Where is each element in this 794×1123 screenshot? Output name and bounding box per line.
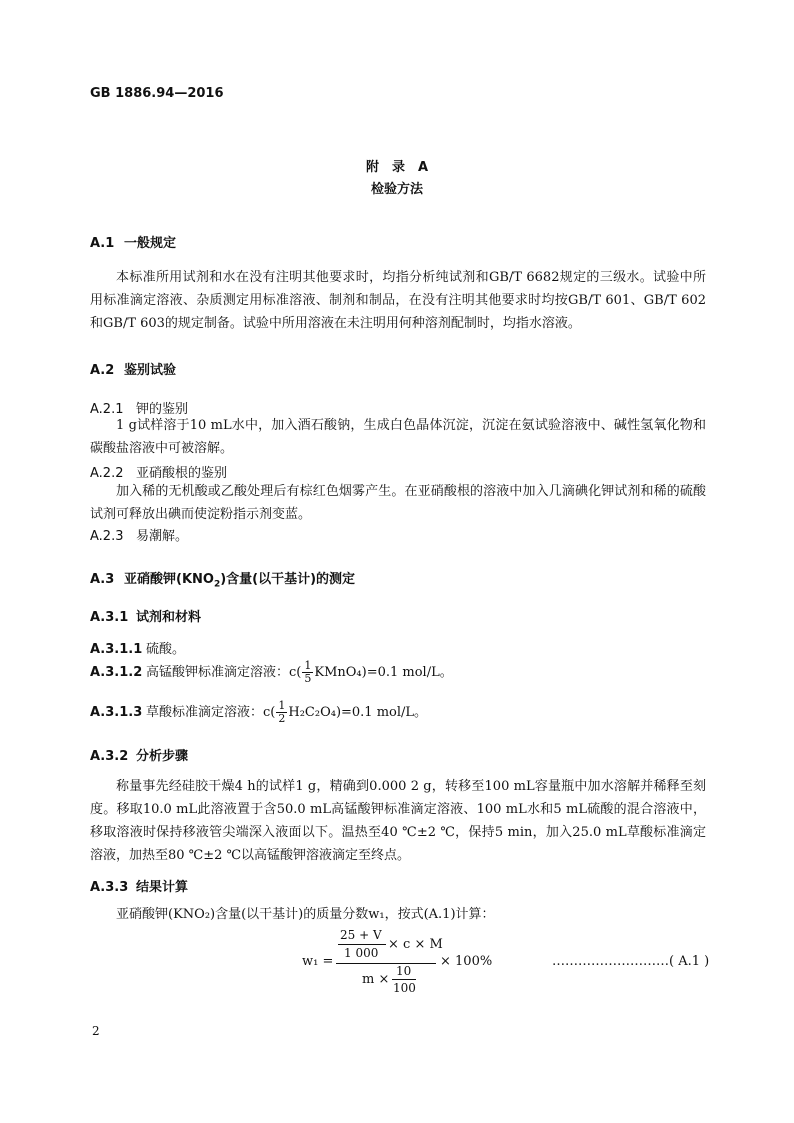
page-number: 2	[92, 1024, 100, 1038]
section-number: A.3.1.2	[90, 665, 143, 680]
section-a31-heading	[90, 606, 201, 625]
section-number: A.2.1	[90, 402, 124, 417]
section-a1-text: 本标准所用试剂和水在没有注明其他要求时，均指分析纯试剂和GB/T 6682规定的三级水。试验中所用标准滴定溶液、杂质测定用标准溶液、制剂和制品，在没有注明其他要求时均按GB/T 601、GB/T 602和GB/T 603的规定制备。试验中所用溶液在未注明用何种溶剂配制时，均指水溶液。	[90, 270, 706, 331]
formula-den-numerator: 10	[396, 964, 412, 978]
section-a311	[90, 638, 185, 657]
title-subscript: 2	[213, 579, 221, 590]
chemical-formula: KMnO₄	[314, 665, 362, 680]
formula-den-m: m ×	[362, 972, 390, 987]
section-number: A.3	[90, 572, 115, 587]
title-part: 亚硝酸钾(KNO	[124, 572, 214, 587]
section-title: 鉴别试验	[124, 363, 177, 378]
section-a21-text: 1 g试样溶于10 mL水中，加入酒石酸钠，生成白色晶体沉淀，沉淀在氨试验溶液中、碱性氢氧化物和碳酸盐溶液中可被溶解。	[90, 418, 706, 456]
section-number: A.3.3	[90, 880, 129, 895]
section-title: 一般规定	[124, 236, 177, 251]
section-number: A.2	[90, 363, 115, 378]
section-a3-heading	[90, 568, 355, 590]
section-number: A.2.2	[90, 466, 124, 481]
inner-fraction-bar	[338, 944, 386, 945]
formula-den-denominator: 100	[393, 981, 416, 995]
section-title: 试剂和材料	[136, 610, 202, 625]
section-a23	[90, 525, 188, 544]
section-title: 结果计算	[136, 880, 189, 895]
formula-percent: × 100%	[440, 954, 493, 969]
formula-inner-numerator: 25 + V	[340, 928, 382, 942]
formula-prefix: 高锰酸钾标准滴定溶液：c(	[146, 665, 302, 680]
formula-suffix: )=0.1 mol/L。	[361, 665, 453, 680]
section-text: 硫酸。	[146, 642, 186, 657]
section-a22-text: 加入稀的无机酸或乙酸处理后有棕红色烟雾产生。在亚硝酸根的溶液中加入几滴碘化钾试剂和稀的硫酸试剂可释放出碘而使淀粉指示剂变蓝。	[90, 484, 706, 522]
main-fraction-bar	[336, 963, 436, 964]
section-number: A.3.2	[90, 749, 129, 764]
appendix-subtitle: 检验方法	[370, 182, 423, 197]
section-text: 易潮解。	[136, 529, 189, 544]
section-a2-heading	[90, 359, 176, 378]
section-a32-heading	[90, 745, 188, 764]
section-a32-text: 称量事先经硅胶干燥4 h的试样1 g，精确到0.000 2 g，转移至100 mL容量瓶中加水溶解并稀释至刻度。移取10.0 mL此溶液置于含50.0 mL高锰酸钾标准滴定溶液、100 mL水和5 mL硫酸的混合溶液中，移取溶液时保持移液管尖端深入液面以下。温热至40 ℃±2 ℃，保持5 min，加入25.0 mL草酸标准滴定溶液，加热至80 ℃±2 ℃以高锰酸钾溶液滴定至终点。	[90, 779, 706, 863]
formula-times-cm: × c × M	[388, 937, 443, 952]
formula-lhs: w₁ =	[302, 954, 334, 969]
formula-label: ………………………( A.1 )	[552, 954, 710, 969]
chemical-formula: H₂C₂O₄	[288, 705, 336, 720]
section-number: A.3.1.3	[90, 705, 143, 720]
den-fraction-bar	[392, 979, 416, 980]
section-a33-heading	[90, 876, 188, 895]
formula-prefix: 草酸标准滴定溶液：c(	[146, 705, 276, 720]
section-a313	[90, 700, 427, 725]
section-title: 亚硝酸根的鉴别	[136, 466, 228, 481]
fraction: $\frac{1}{5}$	[304, 659, 312, 685]
section-number: A.3.1.1	[90, 642, 143, 657]
section-a312	[90, 660, 453, 685]
section-a22-heading	[90, 462, 227, 481]
section-number: A.3.1	[90, 610, 129, 625]
document-header: GB 1886.94—2016	[90, 86, 224, 101]
formula-inner-denominator: 1 000	[344, 946, 379, 960]
title-part: )含量(以干基计)的测定	[220, 572, 356, 587]
section-a33-text: 亚硝酸钾(KNO₂)含量(以干基计)的质量分数w₁，按式(A.1)计算：	[116, 907, 495, 922]
section-a1-heading	[90, 232, 176, 251]
appendix-title: 附 录 A	[365, 160, 429, 175]
formula-suffix: )=0.1 mol/L。	[335, 705, 428, 720]
section-number: A.2.3	[90, 529, 124, 544]
fraction: $\frac{1}{2}$	[278, 699, 286, 725]
section-number: A.1	[90, 236, 115, 251]
section-title: 钾的鉴别	[136, 402, 189, 417]
section-title: 分析步骤	[136, 749, 189, 764]
